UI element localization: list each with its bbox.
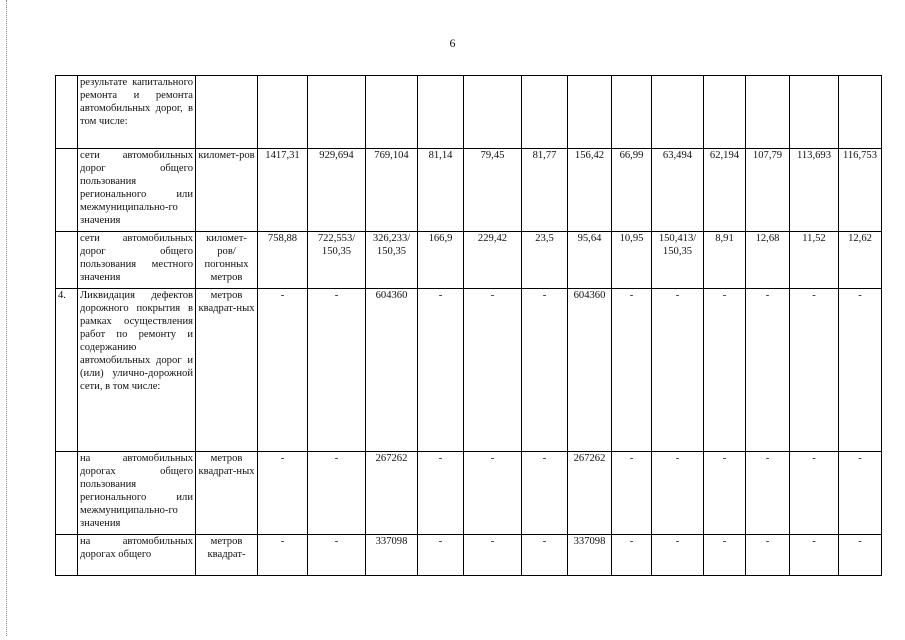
value-cell: - — [418, 535, 464, 576]
value-cell: - — [258, 289, 308, 452]
value-cell — [612, 76, 652, 149]
row-number-cell — [56, 149, 78, 232]
value-cell: 156,42 — [568, 149, 612, 232]
value-cell: 229,42 — [464, 232, 522, 289]
value-cell: 769,104 — [366, 149, 418, 232]
unit-cell: метров квадрат-ных — [196, 289, 258, 452]
value-cell: 267262 — [366, 452, 418, 535]
value-cell — [464, 76, 522, 149]
value-cell: 63,494 — [652, 149, 704, 232]
row-number-cell — [56, 232, 78, 289]
value-cell: 66,99 — [612, 149, 652, 232]
page-edge-line — [6, 0, 7, 640]
value-cell: - — [746, 452, 790, 535]
value-cell: - — [418, 289, 464, 452]
value-cell: 267262 — [568, 452, 612, 535]
value-cell: 12,62 — [839, 232, 882, 289]
value-cell — [704, 76, 746, 149]
value-cell: 12,68 — [746, 232, 790, 289]
value-cell: - — [522, 452, 568, 535]
value-cell: 150,413/ 150,35 — [652, 232, 704, 289]
value-cell: 758,88 — [258, 232, 308, 289]
value-cell — [258, 76, 308, 149]
value-cell: - — [522, 535, 568, 576]
value-cell — [418, 76, 464, 149]
value-cell: 113,693 — [790, 149, 839, 232]
indicator-name-cell: сети автомобильных дорог общего пользования регионального или межмуниципально-го значения — [78, 149, 196, 232]
value-cell: 23,5 — [522, 232, 568, 289]
value-cell: - — [652, 535, 704, 576]
unit-cell: метров квадрат-ных — [196, 452, 258, 535]
value-cell: - — [839, 289, 882, 452]
indicator-name-cell: сети автомобильных дорог общего пользования местного значения — [78, 232, 196, 289]
value-cell: - — [652, 452, 704, 535]
row-number-cell — [56, 76, 78, 149]
table-row — [56, 149, 882, 232]
value-cell: 81,77 — [522, 149, 568, 232]
value-cell: - — [746, 289, 790, 452]
value-cell: 1417,31 — [258, 149, 308, 232]
data-table — [55, 75, 882, 576]
value-cell: - — [704, 535, 746, 576]
value-cell: 722,553/ 150,35 — [308, 232, 366, 289]
unit-cell: метров квадрат- — [196, 535, 258, 576]
unit-cell: километ-ров — [196, 149, 258, 232]
value-cell: 11,52 — [790, 232, 839, 289]
value-cell: 10,95 — [612, 232, 652, 289]
value-cell: - — [746, 535, 790, 576]
value-cell: 8,91 — [704, 232, 746, 289]
indicator-name-cell: на автомобильных дорогах общего — [78, 535, 196, 576]
unit-cell — [196, 76, 258, 149]
page-bottom-mask — [0, 636, 905, 640]
value-cell — [568, 76, 612, 149]
row-number-cell: 4. — [56, 289, 78, 452]
value-cell: - — [790, 452, 839, 535]
table-row — [56, 452, 882, 535]
table-row — [56, 289, 882, 452]
value-cell: 116,753 — [839, 149, 882, 232]
value-cell: 79,45 — [464, 149, 522, 232]
value-cell — [522, 76, 568, 149]
value-cell: - — [612, 535, 652, 576]
value-cell — [790, 76, 839, 149]
value-cell: 929,694 — [308, 149, 366, 232]
value-cell — [652, 76, 704, 149]
value-cell: - — [308, 289, 366, 452]
value-cell: - — [612, 452, 652, 535]
value-cell: - — [464, 289, 522, 452]
value-cell — [746, 76, 790, 149]
value-cell: 326,233/ 150,35 — [366, 232, 418, 289]
value-cell: - — [464, 452, 522, 535]
row-number-cell — [56, 535, 78, 576]
value-cell — [308, 76, 366, 149]
indicator-name-cell: Ликвидация дефектов дорожного покрытия в рамках осуществления работ по ремонту и содержанию автомобильных дорог и (или) улично-дорожной сети, в том числе: — [78, 289, 196, 452]
value-cell: 337098 — [568, 535, 612, 576]
value-cell: - — [258, 535, 308, 576]
value-cell: - — [652, 289, 704, 452]
value-cell: - — [704, 452, 746, 535]
value-cell: - — [522, 289, 568, 452]
value-cell: 95,64 — [568, 232, 612, 289]
value-cell: 604360 — [366, 289, 418, 452]
value-cell — [839, 76, 882, 149]
indicator-name-cell: результате капитального ремонта и ремонта автомобильных дорог, в том числе: — [78, 76, 196, 149]
value-cell: 166,9 — [418, 232, 464, 289]
value-cell: - — [308, 535, 366, 576]
value-cell: - — [839, 452, 882, 535]
value-cell: - — [790, 535, 839, 576]
value-cell — [366, 76, 418, 149]
value-cell: - — [704, 289, 746, 452]
value-cell: 337098 — [366, 535, 418, 576]
page-number: 6 — [449, 36, 456, 50]
value-cell: 107,79 — [746, 149, 790, 232]
value-cell: - — [258, 452, 308, 535]
indicator-name-cell: на автомобильных дорогах общего пользования регионального или межмуниципально-го значения — [78, 452, 196, 535]
table-row — [56, 535, 882, 576]
table-row — [56, 76, 882, 149]
value-cell: - — [464, 535, 522, 576]
value-cell: - — [612, 289, 652, 452]
value-cell: - — [418, 452, 464, 535]
value-cell: - — [790, 289, 839, 452]
unit-cell: километ-ров/ погонных метров — [196, 232, 258, 289]
value-cell: - — [839, 535, 882, 576]
row-number-cell — [56, 452, 78, 535]
value-cell: - — [308, 452, 366, 535]
value-cell: 604360 — [568, 289, 612, 452]
value-cell: 62,194 — [704, 149, 746, 232]
table-row — [56, 232, 882, 289]
value-cell: 81,14 — [418, 149, 464, 232]
